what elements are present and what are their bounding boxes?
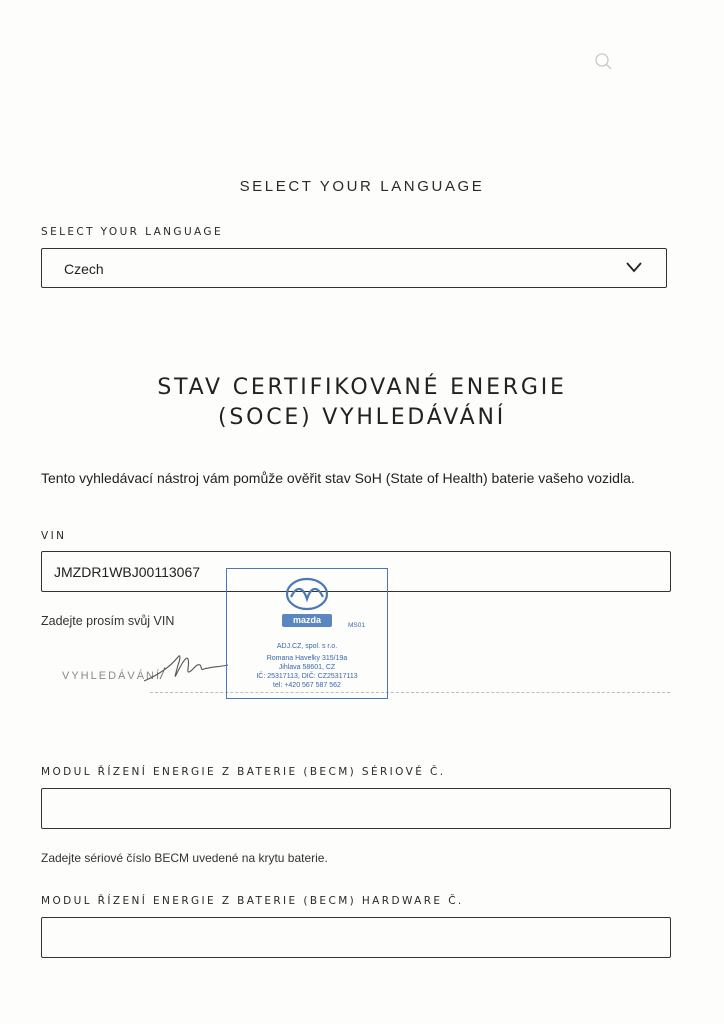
stamp-city: Jihlava 58601, CZ	[278, 664, 336, 671]
stamp-street: Romana Havelky 315/19a	[266, 655, 348, 662]
vin-label: VIN	[41, 530, 67, 542]
language-select[interactable]	[41, 248, 667, 288]
language-selected-value: Czech	[64, 261, 104, 277]
intro-text: Tento vyhledávací nástroj vám pomůže ověřit stav SoH (State of Health) baterie vašeho vozidla.	[41, 470, 635, 486]
vin-hint: Zadejte prosím svůj VIN	[41, 614, 175, 628]
stamp-phone: tel: +420 567 587 562	[273, 682, 341, 689]
stamp-brand: mazda	[282, 614, 332, 627]
language-field-label: SELECT YOUR LANGUAGE	[41, 226, 224, 238]
language-heading: SELECT YOUR LANGUAGE	[239, 178, 485, 195]
stamp-code: MS01	[348, 622, 365, 629]
chevron-down-icon	[626, 261, 642, 273]
vin-value: JMZDR1WBJ00113067	[54, 564, 201, 580]
stamp-ids: IČ: 25317113, DIČ: CZ25317113	[256, 673, 358, 680]
stamp-company: ADJ.CZ, spol. s r.o.	[276, 643, 338, 650]
becm-hardware-label: MODUL ŘÍZENÍ ENERGIE Z BATERIE (BECM) HARDWARE Č.	[41, 895, 464, 907]
becm-serial-hint: Zadejte sériové číslo BECM uvedené na krytu baterie.	[41, 851, 328, 865]
becm-hardware-input[interactable]	[41, 917, 671, 958]
becm-serial-label: MODUL ŘÍZENÍ ENERGIE Z BATERIE (BECM) SÉRIOVÉ Č.	[41, 766, 446, 778]
search-icon[interactable]	[594, 52, 614, 72]
page-title	[0, 373, 724, 433]
search-button[interactable]: VYHLEDÁVÁNÍ	[62, 670, 162, 682]
becm-serial-input[interactable]	[41, 788, 671, 829]
company-stamp	[226, 568, 388, 699]
page-title-line-1: STAV CERTIFIKOVANÉ ENERGIE	[157, 375, 567, 400]
page-title-line-2: (SOCE) VYHLEDÁVÁNÍ	[217, 405, 507, 430]
mazda-logo-icon	[285, 577, 329, 611]
